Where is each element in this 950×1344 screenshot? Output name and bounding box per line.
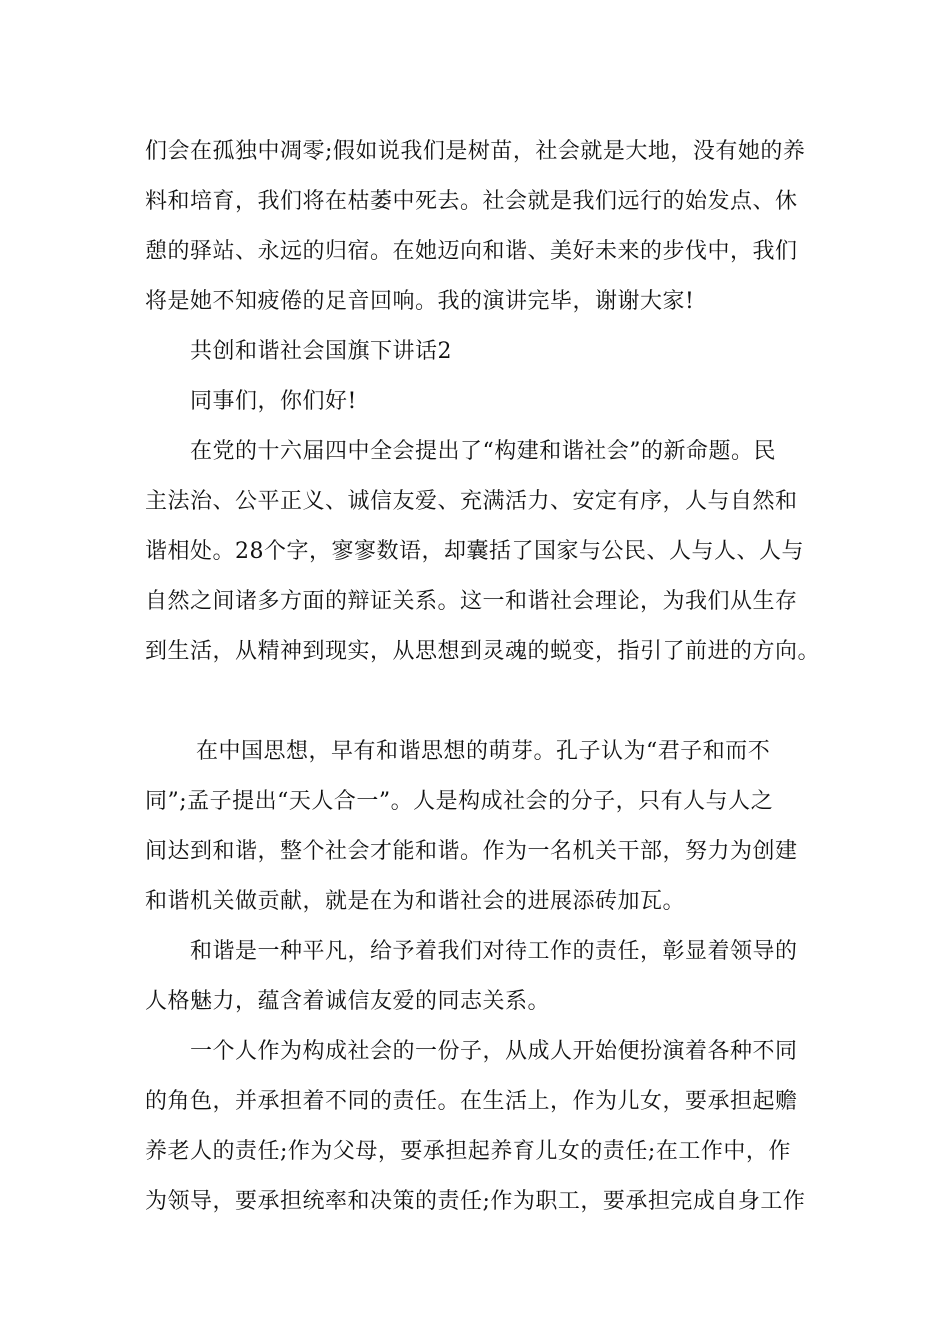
text-line: 同”;孟子提出“天人合一”。人是构成社会的分子，只有人与人之 [145,789,774,814]
text-line: 将是她不知疲倦的足音回响。我的演讲完毕，谢谢大家! [145,289,695,314]
text-line: 和谐是一种平凡，给予着我们对待工作的责任，彰显着领导的 [190,939,798,964]
text-line: 憩的驿站、永远的归宿。在她迈向和谐、美好未来的步伐中，我们 [145,239,798,264]
salutation: 同事们，你们好! [190,389,357,414]
text-line: 在党的十六届四中全会提出了“构建和谐社会”的新命题。民 [190,439,776,464]
text-line: 养老人的责任;作为父母，要承担起养育儿女的责任;在工作中，作 [145,1139,791,1164]
text-line: 到生活，从精神到现实，从思想到灵魂的蜕变，指引了前进的方向。 [145,639,821,664]
text-line: 和谐机关做贡献，就是在为和谐社会的进展添砖加瓦。 [145,889,686,914]
text-line: 主法治、公平正义、诚信友爱、充满活力、安定有序，人与自然和 [145,489,798,514]
text-line: 们会在孤独中凋零;假如说我们是树苗，社会就是大地，没有她的养 [145,139,806,164]
text-line: 谐相处。28个字，寥寥数语，却囊括了国家与公民、人与人、人与 [145,539,804,564]
text-line: 一个人作为构成社会的一份子，从成人开始便扮演着各种不同 [190,1039,798,1064]
text-line: 为领导，要承担统率和决策的责任;作为职工，要承担完成自身工作 [145,1189,806,1214]
text-line: 自然之间诸多方面的辩证关系。这一和谐社会理论，为我们从生存 [145,589,798,614]
text-line: 人格魅力，蕴含着诚信友爱的同志关系。 [145,989,551,1014]
text-line: 的角色，并承担着不同的责任。在生活上，作为儿女，要承担起赡 [145,1089,798,1114]
text-line: 间达到和谐，整个社会才能和谐。作为一名机关干部，努力为创建 [145,839,798,864]
text-line: 料和培育，我们将在枯萎中死去。社会就是我们远行的始发点、休 [145,189,798,214]
section-heading: 共创和谐社会国旗下讲话2 [190,339,452,364]
text-line: 在中国思想，早有和谐思想的萌芽。孔子认为“君子和而不 [196,739,771,764]
